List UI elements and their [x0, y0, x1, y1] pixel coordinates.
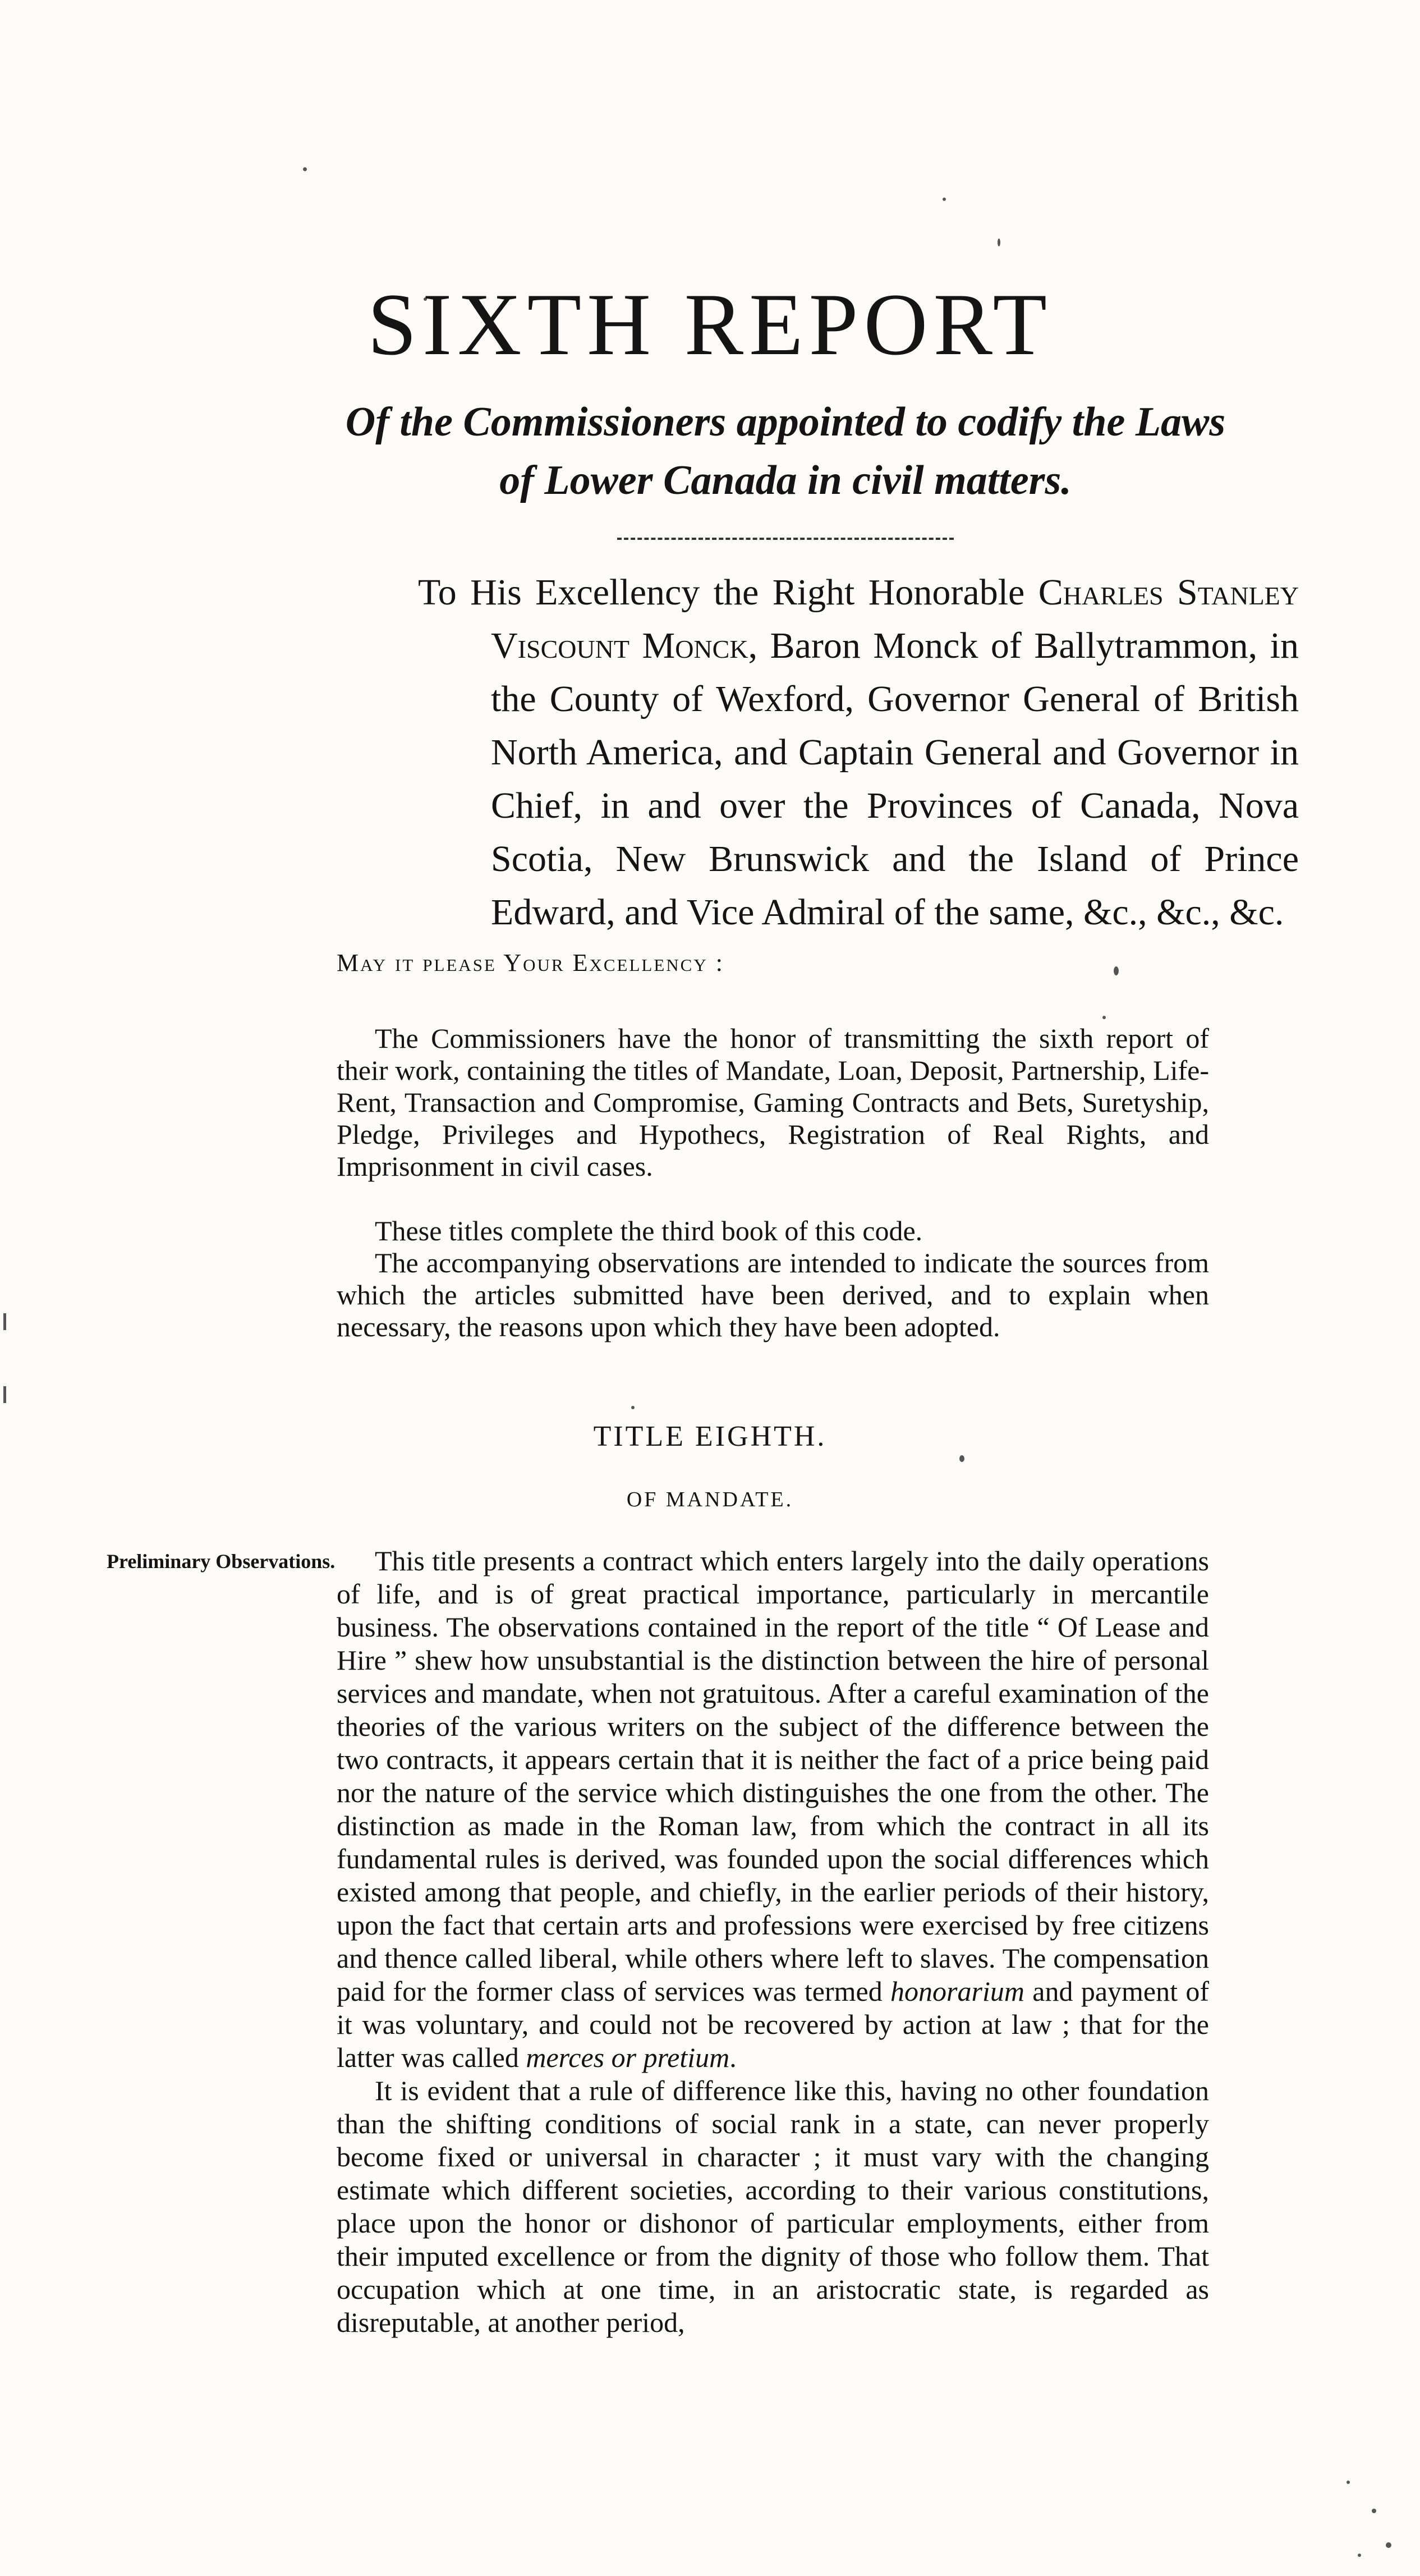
address-rest: , Baron Monck of Ballytrammon, in the County of Wexford, Governor General of British North America, and Captain General and Governor in Chief, in and over the Provinces of Canada, Nova Scotia, New Brunswick and the Island of Prince Edward, and Vice Admiral of the same, &c., &c., &c. [491, 625, 1299, 933]
main-text-span: This title presents a contract which enters largely into the daily operations of life, and is of great practical importance, particularly in mercantile business. The observations contained in the report of the title “ Of Lease and Hire ” shew how unsubstantial is the distinction between the hire of personal services and mandate, when not gratuitous. After a careful examination of the theories of the various writers on the subject of the difference between the two contracts, it appears certain that it is neither the fact of a price being paid nor the nature of the service which distinguishes the one from the other. The distinction as made in the Roman law, from which the contract in all its fundamental rules is derived, was founded upon the social differences which existed among that people, and chiefly, in the earlier periods of their history, upon the fact that certain arts and professions were exercised by free citizens and thence called liberal, while others where left to slaves. The compensation paid for the former class of services was termed [337, 1545, 1209, 2007]
scan-speck [1102, 1016, 1106, 1019]
intro-paragraph-1 [337, 1023, 1209, 1182]
term-merces: merces [526, 2042, 605, 2073]
scan-speck [3, 1313, 6, 1330]
scan-speck [998, 239, 1000, 246]
main-paragraph-1 [337, 1544, 1209, 2074]
term-honorarium: honorarium [890, 1975, 1024, 2007]
scan-speck [303, 167, 307, 171]
scan-speck [1347, 2481, 1350, 2484]
scan-speck [1386, 2542, 1391, 2548]
address-name-charles-stanley: Charles Stanley [1038, 572, 1299, 613]
scan-speck [1358, 2554, 1361, 2557]
section-title: TITLE EIGHTH. [593, 1420, 827, 1452]
main-text-span: . [729, 2042, 737, 2073]
scan-speck [631, 1406, 635, 1409]
intro-paragraph: These titles complete the third book of this code. [375, 1215, 923, 1246]
report-subtitle: Of the Commissioners appointed to codify the Laws of Lower Canada in civil matters. [345, 399, 1226, 503]
intro-paragraph: The accompanying observations are intended to indicate the sources from which the articles submitted have been derived, and to explain when necessary, the reasons upon which they have been adopted. [337, 1247, 1209, 1342]
section-subtitle: OF MANDATE. [626, 1488, 794, 1511]
intro-paragraph: The Commissioners have the honor of transmitting the sixth report of their work, containing the titles of Mandate, Loan, Deposit, Partnership, Life-Rent, Transaction and Compromise, Gaming Contracts and Bets, Suretyship, Pledge, Privileges and Hypothecs, Registration of Real Rights, and Imprisonment in civil cases. [337, 1023, 1209, 1182]
margin-note: Preliminary Observations. [107, 1550, 336, 1573]
salutation: May it please Your Excellency : [337, 949, 724, 977]
scan-speck [943, 198, 946, 201]
title-divider [617, 538, 954, 540]
scan-speck [3, 1386, 6, 1403]
address-name-monck: Monck [642, 625, 748, 666]
scan-speck [1372, 2509, 1376, 2513]
term-pretium: pretium [643, 2042, 730, 2073]
intro-paragraphs-rest [337, 1215, 1209, 1343]
scan-speck [1114, 966, 1119, 975]
address-lead: To His Excellency the Right Honorable [418, 572, 1038, 613]
scan-speck [959, 1455, 964, 1462]
address-viscount: Viscount [491, 625, 642, 666]
main-text [337, 1544, 1209, 2339]
report-title: SIXTH REPORT [367, 276, 1053, 374]
dedication-address [418, 566, 1299, 939]
term-or: or [604, 2042, 644, 2073]
main-paragraph-2: It is evident that a rule of difference like this, having no other foundation than the shifting conditions of social rank in a state, can never properly become fixed or universal in character ; it must vary with the changing estimate which different societies, according to their various constitutions, place upon the honor or dishonor of particular employments, either from their imputed excellence or from the dignity of those who follow them. That occupation which at one time, in an aristocratic state, is regarded as disreputable, at another period, [337, 2075, 1209, 2338]
main-text-span: and payment of it was voluntary, and could not be recovered by action at law ; that for the latter was called [337, 1975, 1209, 2073]
